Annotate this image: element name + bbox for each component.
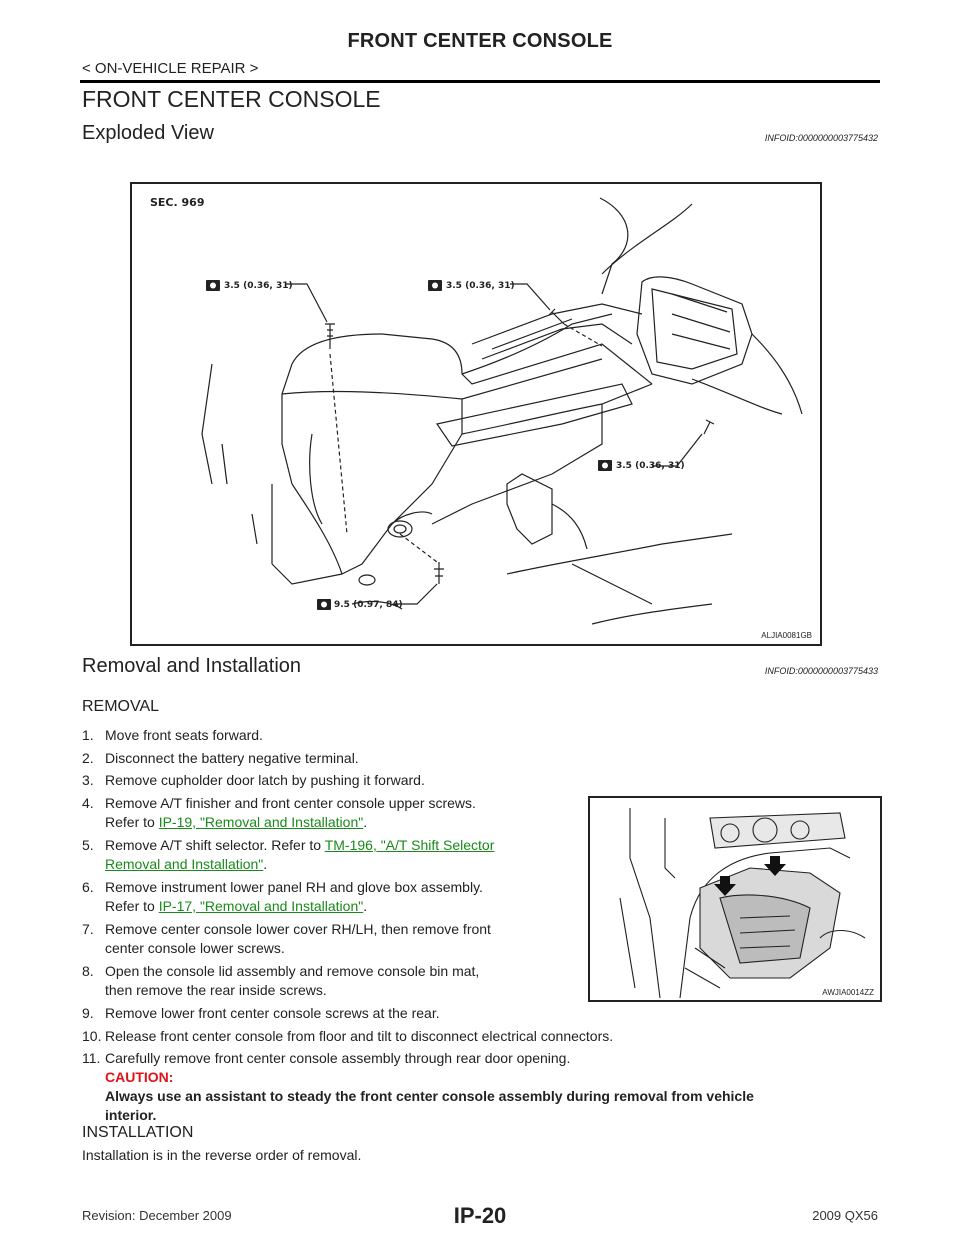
step-6 — [82, 878, 582, 918]
step-number: 1. — [82, 727, 94, 743]
step-number: 11. — [82, 1050, 101, 1066]
header-title: FRONT CENTER CONSOLE — [347, 30, 613, 52]
step-7 — [82, 920, 582, 960]
step-5 — [82, 836, 582, 876]
step-text: . — [263, 856, 268, 872]
torque-label-2: 3.5 (0.36, 31) — [446, 281, 515, 291]
figure-code: ALJIA0081GB — [761, 631, 812, 640]
link-tm-196-cont[interactable]: Removal and Installation" — [105, 856, 264, 872]
step-9 — [82, 1004, 882, 1024]
link-tm-196[interactable]: TM-196, "A/T Shift Selector — [324, 837, 495, 853]
caution-text: Always use an assistant to steady the front center console assembly during removal from vehicle — [105, 1088, 754, 1104]
step-3 — [82, 771, 882, 791]
step-text: Remove A/T shift selector. Refer to — [105, 837, 325, 853]
step-1 — [82, 726, 882, 746]
installation-heading: INSTALLATION — [82, 1124, 194, 1141]
step-number: 4. — [82, 795, 94, 811]
exploded-view-heading: Exploded View — [82, 122, 214, 144]
step-text: Remove lower front center console screws at the rear. — [105, 1005, 440, 1021]
removal-heading: REMOVAL — [82, 698, 160, 715]
step-text: Remove cupholder door latch by pushing it forward. — [105, 772, 425, 788]
step-number: 7. — [82, 921, 94, 937]
step-number: 8. — [82, 963, 94, 979]
shift-selector-photo — [588, 796, 882, 1002]
page-heading: FRONT CENTER CONSOLE — [82, 86, 381, 112]
header-rule — [80, 80, 880, 83]
footer-model: 2009 QX56 — [812, 1208, 878, 1223]
step-number: 9. — [82, 1005, 94, 1021]
exploded-infoid: INFOID:0000000003775432 — [764, 133, 878, 143]
exploded-view-figure — [130, 182, 822, 646]
step-text: Remove center console lower cover RH/LH, then remove front — [105, 921, 491, 937]
removal-installation-heading: Removal and Installation — [82, 655, 302, 677]
step-text: Refer to — [105, 814, 159, 830]
torque-label-4: 9.5 (0.97, 84) — [334, 600, 403, 610]
footer-revision: Revision: December 2009 — [82, 1208, 232, 1223]
link-ip-17[interactable]: IP-17, "Removal and Installation" — [158, 898, 364, 914]
step-4 — [82, 794, 582, 834]
step-text: Release front center console from floor and tilt to disconnect electrical connectors. — [105, 1028, 614, 1044]
caution-text: interior. — [105, 1107, 157, 1123]
step-text: Remove A/T finisher and front center console upper screws. — [105, 795, 476, 811]
step-text: . — [363, 814, 368, 830]
torque-label-1: 3.5 (0.36, 31) — [224, 281, 293, 291]
step-number: 10. — [82, 1028, 102, 1044]
step-text: Refer to — [105, 898, 159, 914]
torque-label-3: 3.5 (0.36, 31) — [616, 461, 685, 471]
step-text: Move front seats forward. — [105, 727, 263, 743]
photo-code: AWJIA0014ZZ — [822, 988, 874, 997]
step-text: Open the console lid assembly and remove console bin mat, — [105, 963, 480, 979]
removal-infoid: INFOID:0000000003775433 — [764, 666, 878, 676]
step-text: Carefully remove front center console assembly through rear door opening. — [105, 1050, 571, 1066]
shift-selector-drawing — [590, 798, 880, 1000]
step-number: 6. — [82, 879, 94, 895]
step-text: then remove the rear inside screws. — [105, 982, 327, 998]
page-number: IP-20 — [453, 1203, 507, 1228]
step-text: center console lower screws. — [105, 940, 285, 956]
step-text: Disconnect the battery negative terminal. — [105, 750, 359, 766]
figure-section-label: SEC. 969 — [150, 196, 205, 209]
installation-text: Installation is in the reverse order of removal. — [82, 1147, 362, 1163]
step-10 — [82, 1027, 882, 1047]
step-number: 5. — [82, 837, 94, 853]
step-text: . — [363, 898, 368, 914]
step-number: 2. — [82, 750, 94, 766]
step-text: Remove instrument lower panel RH and glove box assembly. — [105, 879, 483, 895]
step-number: 3. — [82, 772, 94, 788]
header-section: < ON-VEHICLE REPAIR > — [82, 60, 259, 77]
step-11 — [82, 1049, 882, 1129]
link-ip-19[interactable]: IP-19, "Removal and Installation" — [158, 814, 364, 830]
step-8 — [82, 962, 582, 1002]
exploded-view-drawing — [132, 184, 820, 644]
step-2 — [82, 749, 882, 769]
caution-label: CAUTION: — [105, 1069, 174, 1085]
